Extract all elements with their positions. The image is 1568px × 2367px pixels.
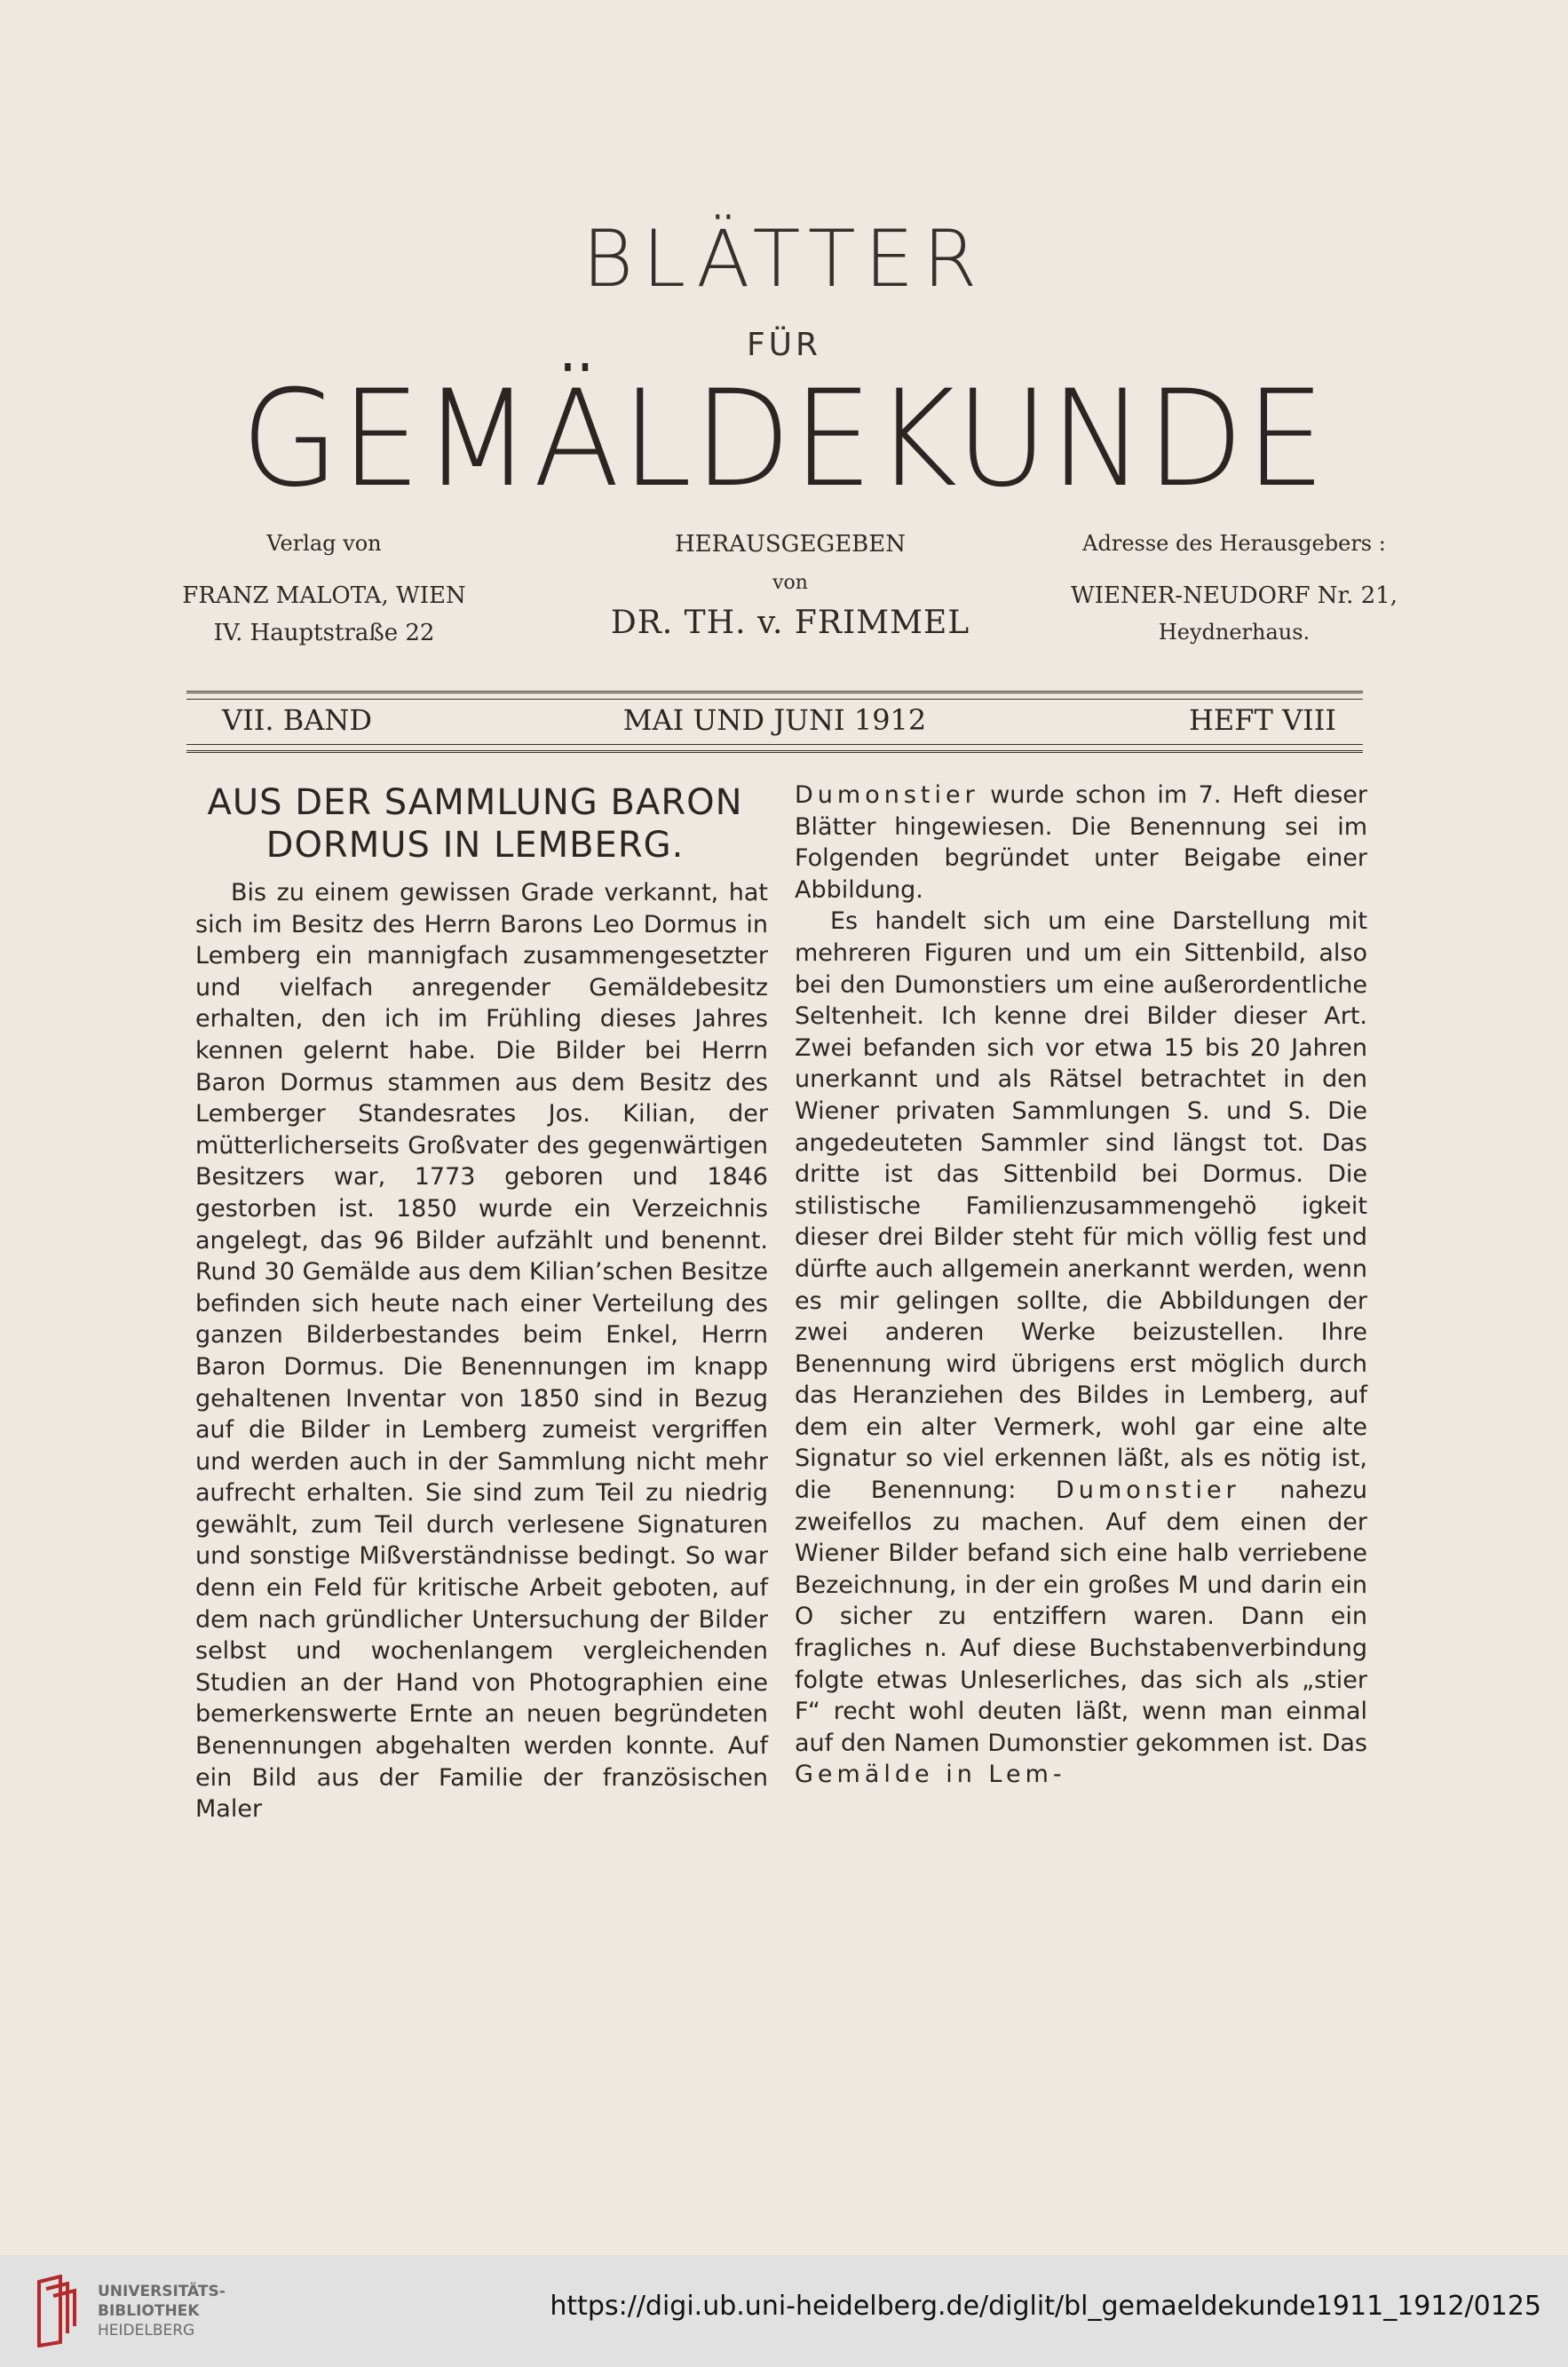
issue-line [186,701,1363,737]
viewer-footer [0,2255,1568,2367]
editor-address-line1: WIENER-NEUDORF Nr. 21, [1071,582,1398,609]
journal-title-top: BLÄTTER [582,213,986,305]
double-rule-bottom [186,744,1363,753]
library-name-line3: HEIDELBERG [98,2322,195,2339]
paragraph-text: Es handelt sich um eine Darstellung mit mehreren Figuren und um ein Sittenbild, also bei den Dumonstiers um eine außerordentliche Seltenheit. Ich kenne drei Bilder dieser Art. Zwei befanden sich vor etwa 15 bis 20 Jahren unerkannt und als Rätsel betrachtet in den Wiener privaten Sammlungen S. und S. Die angedeuteten Sammler sind längst tot. Das dritte ist das Sittenbild bei Dormus. Die stilistische Familienzusammengehö igkeit dieser drei Bilder steht für mich völlig fest und dürfte auch allgemein anerkannt werden, wenn es mir gelingen sollte, die Abbildungen der zwei anderen Werke beizustellen. Ihre Benennung wird übrigens erst möglich durch das Heranziehen des Bildes in Lemberg, auf dem ein alter Vermerk, wohl gar eine alte Signatur so viel erkennen läßt, als es nötig ist, die Benennung: [795,907,1367,1505]
issue-number: HEFT VIII [1188,703,1336,737]
article-paragraph [795,780,1367,906]
publisher-address: IV. Hauptstraße 22 [213,620,435,646]
masthead [133,533,1438,657]
volume-number: VII. BAND [222,703,373,737]
painting-spaced-text: Gemälde in Lem- [795,1761,1066,1789]
paragraph-text: nahezu zweifellos zu machen. Auf dem einen der Wiener Bilder befand sich eine halb verriebene Bezeichnung, in der ein großes M und darin ein O sicher zu entziffern waren. Dann ein fragliches n. Auf diese Buchstabenverbindung folgte etwas Unleserliches, das sich als „stier F“ recht wohl deuten läßt, wenn man einmal auf den Namen Dumonstier gekommen ist. Das [795,1476,1367,1757]
paragraph-text: wurde schon im 7. Heft dieser Blätter hingewiesen. Die Benennung sei im Folgenden begründet unter Beigabe einer Abbildung. [795,781,1367,904]
library-name-line2: BIBLIOTHEK [98,2302,200,2320]
editor-label: HERAUSGEGEBEN [674,531,907,558]
journal-title-connector: FÜR [746,327,822,363]
issue-date: MAI UND JUNI 1912 [622,703,927,737]
editor-address-line2: Heydnerhaus. [1158,620,1311,645]
article-column-left [195,877,768,1825]
double-rule-top [186,691,1363,700]
library-name-line1: UNIVERSITÄTS- [98,2283,226,2300]
article-paragraph [795,906,1367,1791]
editor-von: von [772,572,808,594]
article-title: AUS DER SAMMLUNG BARON DORMUS IN LEMBERG. [207,782,743,866]
editor-address-label: Adresse des Herausgebers : [1082,531,1386,556]
painter-name-spaced: Dumonstier [795,781,979,809]
editor-name: DR. TH. v. FRIMMEL [610,605,970,641]
painter-name-spaced: Dumonstier [1056,1476,1240,1505]
journal-title-main: GEMÄLDEKUNDE [241,362,1327,517]
article-paragraph: Bis zu einem gewissen Grade verkannt, hat sich im Besitz des Herrn Barons Leo Dormus in Lemberg ein mannigfach zusammengesetzter und vielfach anregender Gemäldebesitz erhalten, den ich im Frühling dieses Jahres kennen gelernt habe. Die Bilder bei Herrn Baron Dormus stammen aus dem Besitz des Lemberger Standesrates Jos. Kilian, der mütterlicherseits Großvater des gegenwärtigen Besitzers war, 1773 geboren und 1846 gestorben ist. 1850 wurde ein Verzeichnis angelegt, das 96 Bilder aufzählt und benennt. Rund 30 Gemälde aus dem Kilian’schen Besitze befinden sich heute nach einer Verteilung des ganzen Bilderbestandes beim Enkel, Herrn Baron Dormus. Die Benennungen im knapp gehaltenen Inventar von 1850 sind in Bezug auf die Bilder in Lemberg zumeist vergriffen und werden auch in der Sammlung nicht mehr aufrecht erhalten. Sie sind zum Teil zu niedrig gewählt, zum Teil durch verlesene Signaturen und sonstige Mißverständnisse bedingt. So war denn ein Feld für kritische Arbeit geboten, auf dem nach gründlicher Untersuchung der Bilder selbst und wochenlangem vergleichenden Studien an der Hand von Photographien eine bemerkenswerte Ernte an neuen begründeten Benennungen abgehalten werden konnte. Auf ein Bild aus der Familie der französischen Maler [195,879,768,1824]
article-column-right [795,780,1367,1791]
library-name [98,2282,226,2340]
university-library-logo-icon [34,2275,87,2347]
publisher-name: FRANZ MALOTA, WIEN [182,582,466,609]
publisher-label: Verlag von [266,531,382,556]
permalink-url[interactable]: https://digi.ub.uni-heidelberg.de/diglit/bl_gemaeldekunde1911_1912/0125 [550,2291,1541,2322]
